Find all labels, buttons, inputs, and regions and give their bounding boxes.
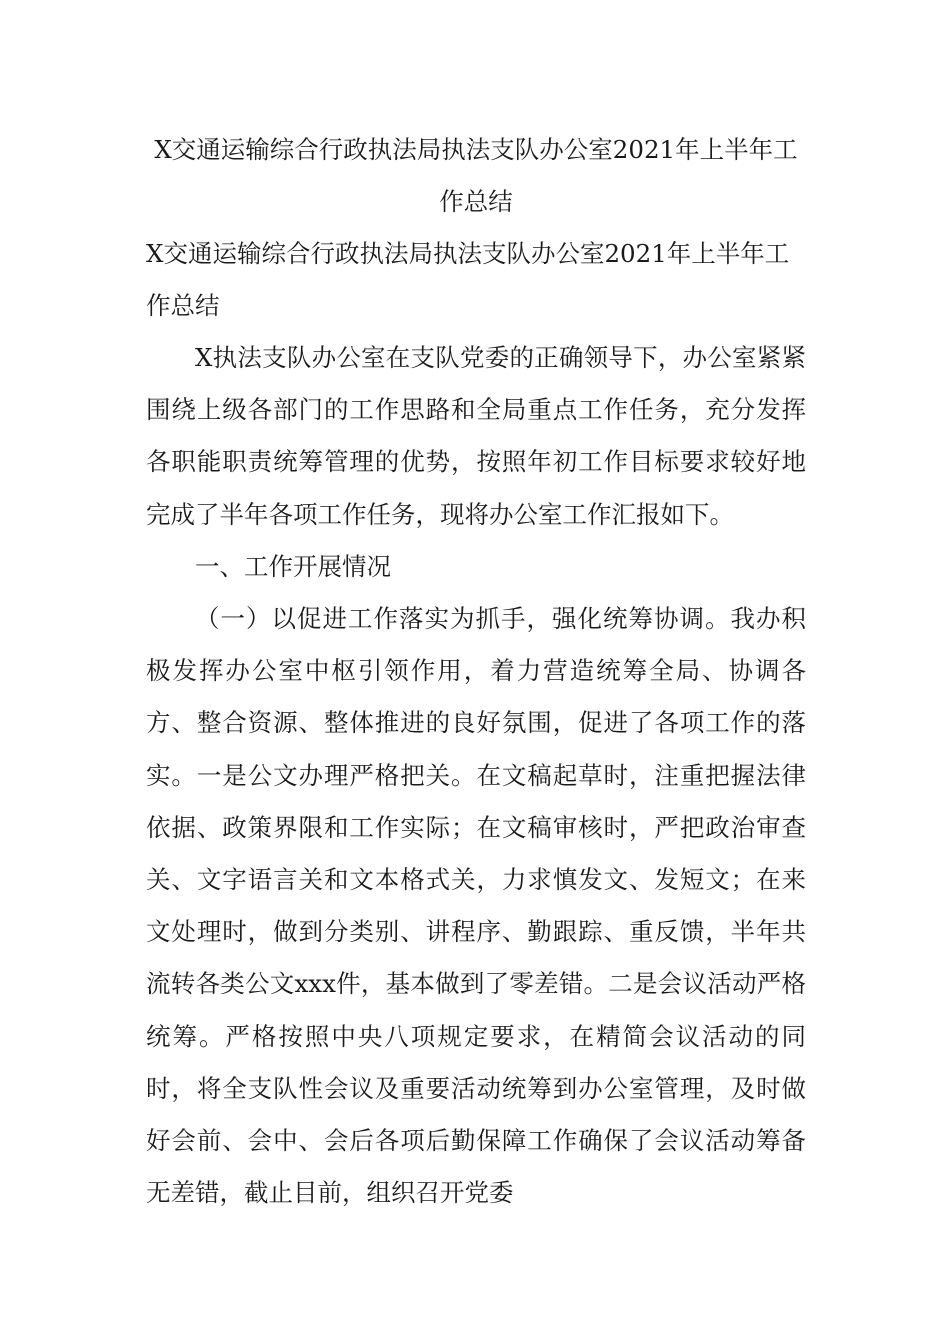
- document-title: X交通运输综合行政执法局执法支队办公室2021年上半年工作总结: [154, 135, 798, 216]
- section-paragraph-coordination: （一）以促进工作落实为抓手，强化统筹协调。我办积极发挥办公室中枢引领作用，着力营造统筹全局、协调各方、整合资源、整体推进的良好氛围，促进了各项工作的落实。一是公文办理严格把关。在文稿起草时，注重把握法律依据、政策界限和工作实际；在文稿审核时，严把政治审查关、文字语言关和文本格式关，力求慎发文、发短文；在来文处理时，做到分类别、讲程序、勤跟踪、重反馈，半年共流转各类公文xxx件，基本做到了零差错。二是会议活动严格统筹。严格按照中央八项规定要求，在精简会议活动的同时，将全支队性会议及重要活动统筹到办公室管理，及时做好会前、会中、会后各项后勤保障工作确保了会议活动筹备无差错，截止目前，组织召开党委: [146, 604, 806, 1208]
- document-page: [146, 124, 806, 1219]
- document-subtitle: X交通运输综合行政执法局执法支队办公室2021年上半年工作总结: [146, 239, 790, 320]
- intro-paragraph: X执法支队办公室在支队党委的正确领导下，办公室紧紧围绕上级各部门的工作思路和全局重点工作任务，充分发挥各职能职责统筹管理的优势，按照年初工作目标要求较好地完成了半年各项工作任务，现将办公室工作汇报如下。: [146, 343, 806, 529]
- section-heading-work-progress: 一、工作开展情况: [195, 551, 391, 581]
